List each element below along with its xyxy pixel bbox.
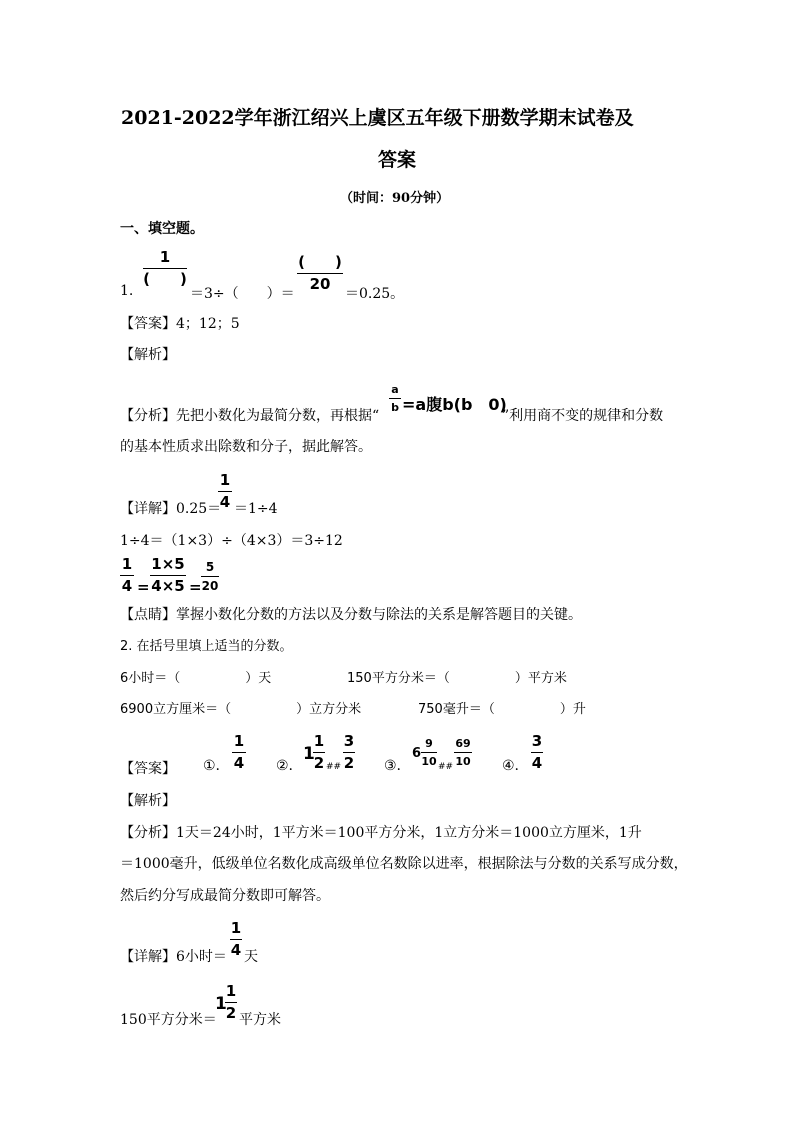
ans1-denominator: 4 [233, 754, 245, 772]
q1-number: 1. [120, 283, 134, 299]
fraction-bar [232, 752, 246, 753]
fraction-bar [201, 576, 219, 577]
fraction-bar [454, 752, 472, 753]
fraction-bar [150, 575, 186, 576]
q1-answer: 【答案】4；12；5 [120, 316, 240, 332]
q2-detail-2-whole: 1 [215, 994, 227, 1014]
ans2-numerator: 1 [313, 732, 325, 750]
q1-analysis-end: ”利用商不变的规律和分数 [502, 408, 664, 424]
q1-fraction-1 [143, 250, 187, 287]
q2-analysis-line1: 【分析】1天＝24小时，1平方米＝100平方分米，1立方分米＝1000立方厘米，1升 [120, 825, 642, 841]
fraction-bar [297, 273, 343, 274]
fraction-bar [389, 398, 401, 399]
q2-ans2-fraction [313, 734, 325, 771]
ans3b-numerator: 69 [455, 737, 471, 750]
q2-ans2-mark: ②. [276, 758, 294, 774]
eqC-numerator: 5 [205, 560, 215, 574]
q1-jiexi-label: 【解析】 [120, 347, 176, 363]
q2-detail-1-end: 天 [244, 949, 258, 965]
ans2b-denominator: 2 [343, 754, 355, 772]
ans2-denominator: 2 [313, 754, 325, 772]
fraction-bar [313, 752, 325, 753]
q1-formula-rest: =a腹b(b 0) [402, 395, 507, 414]
ans4-numerator: 3 [531, 732, 543, 750]
ans4-denominator: 4 [531, 754, 543, 772]
fraction-bar [531, 752, 543, 753]
q1-analysis-line2: 的基本性质求出除数和分子，据此解答。 [120, 439, 372, 455]
q2-detail-1-fraction [230, 921, 242, 958]
q2-ans3b-fraction [454, 738, 472, 767]
eqA-numerator: 1 [121, 555, 133, 573]
q1-formula-fraction [389, 384, 401, 413]
q2-jiexi-label: 【解析】 [120, 793, 176, 809]
q2-analysis-line3: 然后约分写成最简分数即可解答。 [120, 888, 330, 904]
eqB-numerator: 1×5 [151, 555, 185, 573]
q2-item-cubic: 6900立方厘米＝（ ）立方分米 [120, 702, 362, 717]
ans2b-numerator: 3 [343, 732, 355, 750]
detail-numerator: 1 [219, 471, 231, 489]
q2-item-ml: 750毫升＝（ ）升 [418, 702, 586, 717]
eqA-denominator: 4 [121, 577, 133, 595]
q2-detail-1-start: 【详解】6小时＝ [120, 949, 227, 965]
q1-detail-fraction [218, 473, 232, 510]
exam-time: （时间：90分钟） [340, 191, 450, 206]
q2-answer-label: 【答案】 [120, 761, 176, 777]
q2-ans3-mark: ③. [384, 758, 402, 774]
q2-ans4-mark: ④. [502, 758, 520, 774]
fraction-bar [120, 575, 134, 576]
q1-tip: 【点睛】掌握小数化分数的方法以及分数与除法的关系是解答题目的关键。 [120, 607, 582, 623]
ans3-numerator: 9 [425, 737, 433, 750]
q1-equation-mid: ＝3÷（ ）＝ [190, 286, 295, 302]
q1-eq-frac-c [201, 561, 219, 592]
ans3-denominator: 10 [421, 755, 437, 768]
formula-a: a [391, 383, 399, 396]
d2-denominator: 2 [225, 1004, 237, 1022]
q2-ans3-separator: ## [438, 762, 454, 772]
eq-sign-2: = [189, 578, 202, 596]
q1-analysis-start: 【分析】先把小数化为最简分数，再根据“ [120, 408, 380, 424]
fraction-bar [343, 752, 355, 753]
eqB-denominator: 4×5 [151, 577, 185, 595]
q1-eq-frac-a [120, 557, 134, 594]
fraction-bar [230, 939, 242, 940]
ans1-numerator: 1 [233, 732, 245, 750]
d2-numerator: 1 [225, 982, 237, 1000]
q1-calc-line: 1÷4＝（1×3）÷（4×3）＝3÷12 [120, 533, 343, 549]
q2-ans1-fraction [232, 734, 246, 771]
fraction-bar [225, 1002, 237, 1003]
q1-detail-end: ＝1÷4 [234, 501, 278, 517]
q2-ans1-mark: ①. [203, 758, 221, 774]
q1-frac2-numerator: ( ) [298, 253, 342, 271]
fraction-bar [143, 268, 187, 269]
q2-ans2-whole: 1 [303, 744, 315, 764]
q2-ans4-fraction [531, 734, 543, 771]
detail-denominator: 4 [219, 493, 231, 511]
fraction-bar [421, 752, 437, 753]
q1-fraction-2 [297, 255, 343, 292]
q2-ans2b-fraction [343, 734, 355, 771]
q2-analysis-line2: ＝1000毫升，低级单位名数化成高级单位名数除以进率，根据除法与分数的关系写成分数， [120, 856, 688, 872]
q2-ans3-whole: 6 [412, 746, 422, 761]
d1-numerator: 1 [230, 919, 242, 937]
fraction-bar [218, 491, 232, 492]
eq-sign-1: = [137, 578, 150, 596]
q1-frac2-denominator: 20 [309, 275, 331, 293]
q2-detail-2-end: 平方米 [239, 1012, 281, 1028]
eqC-denominator: 20 [201, 579, 219, 593]
q1-frac1-numerator: 1 [159, 248, 171, 266]
doc-title-line2: 答案 [378, 149, 417, 171]
q2-stem: 2. 在括号里填上适当的分数。 [120, 639, 293, 654]
ans3b-denominator: 10 [455, 755, 471, 768]
q2-detail-2-fraction [225, 984, 237, 1021]
q2-item-square: 150平方分米＝（ ）平方米 [347, 671, 567, 686]
formula-b: b [391, 401, 399, 414]
q2-detail-2-start: 150平方分米＝ [120, 1012, 217, 1028]
q1-frac1-denominator: ( ) [143, 270, 187, 288]
q2-ans2-separator: ## [326, 762, 342, 772]
q1-eq-frac-b [150, 557, 186, 594]
section-heading-fill-blank: 一、填空题。 [120, 221, 204, 237]
doc-title-line1: 2021-2022学年浙江绍兴上虞区五年级下册数学期末试卷及 [121, 107, 634, 129]
q1-equation-end: ＝0.25。 [345, 286, 405, 302]
d1-denominator: 4 [230, 941, 242, 959]
q2-item-hours: 6小时＝（ ）天 [120, 671, 272, 686]
q2-ans3-fraction [421, 738, 437, 767]
q1-detail-start: 【详解】0.25＝ [120, 501, 222, 517]
